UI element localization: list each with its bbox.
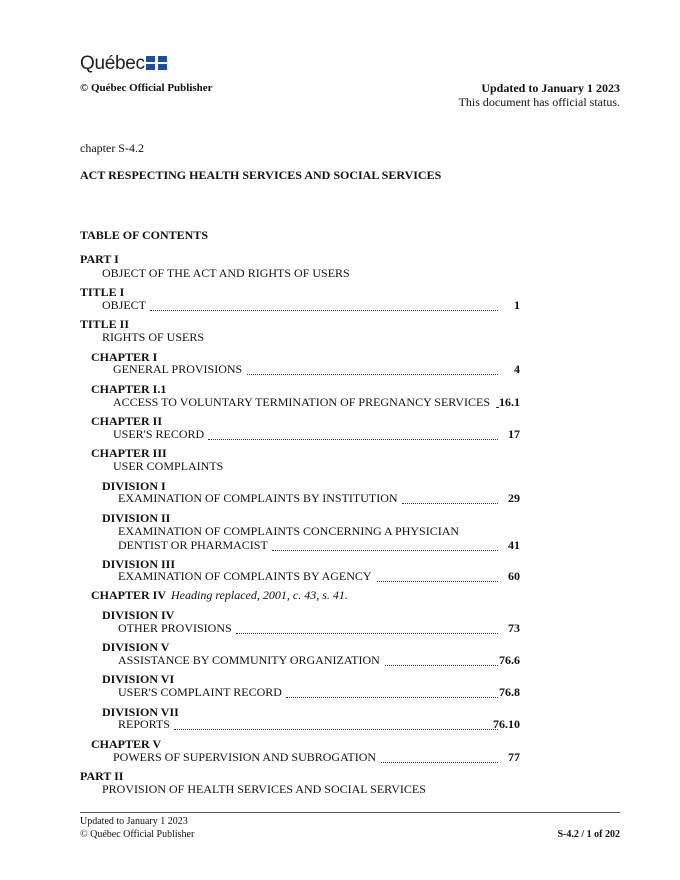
toc-leader-dots (496, 407, 498, 408)
toc-page-number: 76.6 (499, 653, 520, 667)
toc-leader-dots (286, 697, 498, 698)
toc-entry-link[interactable]: DENTIST OR PHARMACIST (118, 538, 268, 552)
toc-section-heading: DIVISION II (102, 511, 171, 525)
footer-page-number: S-4.2 / 1 of 202 (557, 829, 620, 840)
toc-page-number: 73 (508, 621, 520, 635)
toc-section-heading: DIVISION VI (102, 672, 175, 686)
toc-entry-link[interactable]: REPORTS (118, 717, 170, 731)
official-status: This document has official status. (458, 95, 620, 109)
toc-heading: TABLE OF CONTENTS (80, 228, 209, 242)
toc-leader-dots (385, 665, 498, 666)
toc-page-number: 29 (508, 491, 520, 505)
toc-page-number: 77 (508, 750, 520, 764)
toc-entry-link[interactable]: POWERS OF SUPERVISION AND SUBROGATION (113, 750, 377, 764)
toc-section-heading: DIVISION V (102, 640, 170, 654)
chapter-number: chapter S-4.2 (80, 141, 144, 155)
toc-section-heading: PART I (80, 252, 119, 266)
toc-section-heading: PART II (80, 769, 124, 783)
toc-section-heading: CHAPTER V (91, 737, 162, 751)
toc-section-heading: DIVISION I (102, 479, 166, 493)
toc-leader-dots (174, 729, 498, 730)
toc-page-number: 16.1 (499, 395, 520, 409)
toc-leader-dots (236, 633, 498, 634)
footer-publisher: © Québec Official Publisher (80, 829, 195, 840)
toc-entry-link[interactable]: PROVISION OF HEALTH SERVICES AND SOCIAL SERVICES (102, 782, 426, 796)
toc-page-number: 41 (508, 538, 520, 552)
toc-leader-dots (208, 439, 498, 440)
quebec-logo-text: Québec (80, 53, 145, 74)
toc-page-number: 4 (514, 362, 520, 376)
toc-entry-link[interactable]: USER COMPLAINTS (113, 459, 224, 473)
toc-page-number: 76.8 (499, 685, 520, 699)
toc-entry-link[interactable]: OBJECT OF THE ACT AND RIGHTS OF USERS (102, 266, 350, 280)
toc-entry-link[interactable]: ASSISTANCE BY COMMUNITY ORGANIZATION (118, 653, 380, 667)
toc-page-number: 60 (508, 569, 520, 583)
toc-section-heading: DIVISION IV (102, 608, 175, 622)
publisher-label: © Québec Official Publisher (80, 82, 213, 94)
toc-leader-dots (150, 310, 498, 311)
toc-entry-link[interactable]: EXAMINATION OF COMPLAINTS BY AGENCY (118, 569, 372, 583)
toc-leader-dots (381, 762, 498, 763)
toc-section-heading: CHAPTER I.1 (91, 382, 167, 396)
act-title: ACT RESPECTING HEALTH SERVICES AND SOCIAL SERVICES (80, 168, 442, 182)
toc-entry-link[interactable]: ACCESS TO VOLUNTARY TERMINATION OF PREGNANCY SERVICES (113, 395, 491, 409)
footer-divider (80, 812, 620, 813)
toc-leader-dots (377, 581, 498, 582)
toc-section-heading: DIVISION VII (102, 705, 179, 719)
toc-section-heading: CHAPTER IV (91, 588, 167, 602)
toc-entry-link[interactable]: EXAMINATION OF COMPLAINTS BY INSTITUTION (118, 491, 398, 505)
toc-entry-link[interactable]: GENERAL PROVISIONS (113, 362, 243, 376)
toc-section-heading: CHAPTER III (91, 446, 167, 460)
toc-section-heading: TITLE I (80, 285, 125, 299)
footer-updated: Updated to January 1 2023 (80, 816, 188, 827)
toc-leader-dots (247, 374, 498, 375)
toc-section-heading: TITLE II (80, 317, 130, 331)
toc-section-heading: CHAPTER I (91, 350, 158, 364)
toc-page-number: 76.10 (493, 717, 520, 731)
toc-amendment-note: Heading replaced, 2001, c. 43, s. 41. (171, 588, 348, 602)
toc-entry-link[interactable]: USER'S COMPLAINT RECORD (118, 685, 282, 699)
toc-entry-link[interactable]: USER'S RECORD (113, 427, 205, 441)
toc-page-number: 17 (508, 427, 520, 441)
toc-leader-dots (402, 503, 498, 504)
updated-date: Updated to January 1 2023 (481, 81, 620, 95)
quebec-flag-icon (146, 56, 167, 70)
toc-leader-dots (272, 550, 498, 551)
toc-section-heading: CHAPTER II (91, 414, 163, 428)
toc-entry-link[interactable]: RIGHTS OF USERS (102, 330, 205, 344)
toc-entry-link[interactable]: OTHER PROVISIONS (118, 621, 232, 635)
toc-page-number: 1 (514, 298, 520, 312)
toc-section-heading: DIVISION III (102, 557, 176, 571)
toc-entry-link[interactable]: OBJECT (102, 298, 147, 312)
toc-entry-link[interactable]: EXAMINATION OF COMPLAINTS CONCERNING A PHYSICIAN (118, 524, 460, 538)
